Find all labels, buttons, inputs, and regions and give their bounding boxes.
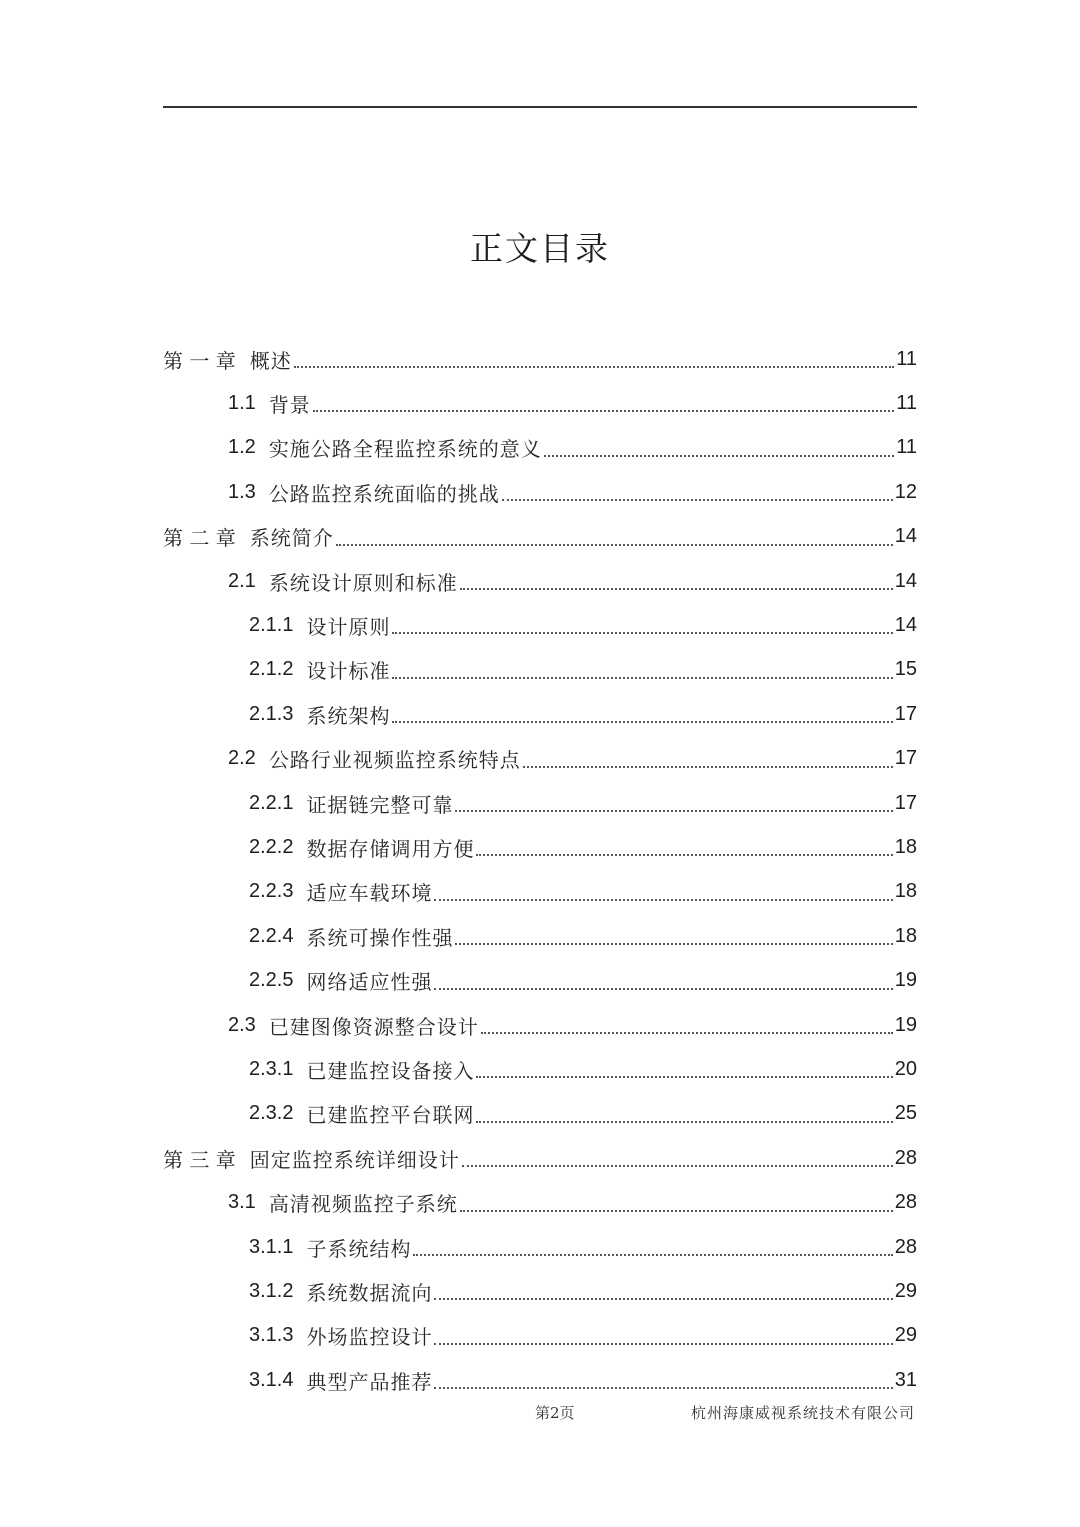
toc-entry-title: 系统设计原则和标准 bbox=[268, 570, 458, 595]
toc-entry-title: 适应车载环境 bbox=[306, 881, 433, 906]
toc-entry-number: 2.2.1 bbox=[249, 791, 294, 814]
toc-section-entry[interactable] bbox=[249, 1092, 917, 1136]
toc-entry-title: 实施公路全程监控系统的意义 bbox=[268, 437, 542, 462]
toc-section-entry[interactable] bbox=[249, 603, 917, 647]
toc-entry-title: 背景 bbox=[268, 392, 311, 417]
toc-entry-page: 17 bbox=[894, 791, 917, 814]
toc-entry-number: 3.1.3 bbox=[249, 1324, 294, 1347]
toc-entry-page: 29 bbox=[894, 1324, 917, 1347]
toc-entry-title: 典型产品推荐 bbox=[306, 1369, 433, 1394]
toc-dot-leader bbox=[392, 721, 892, 723]
toc-section-entry[interactable] bbox=[249, 1269, 917, 1313]
toc-entry-title: 公路行业视频监控系统特点 bbox=[268, 748, 521, 773]
toc-entry-title: 已建监控平台联网 bbox=[306, 1103, 475, 1128]
toc-entry-number: 3.1.2 bbox=[249, 1279, 294, 1302]
toc-entry-page: 19 bbox=[894, 1013, 917, 1036]
toc-dot-leader bbox=[460, 588, 893, 590]
toc-entry-number: 3.1.1 bbox=[249, 1235, 294, 1258]
toc-chapter-entry[interactable] bbox=[163, 337, 917, 381]
toc-dot-leader bbox=[434, 1298, 892, 1300]
toc-entry-title: 已建监控设备接入 bbox=[306, 1058, 475, 1083]
footer-page-number: 第2页 bbox=[535, 1404, 575, 1422]
toc-entry-title: 设计原则 bbox=[306, 614, 391, 639]
toc-entry-page: 25 bbox=[894, 1102, 917, 1125]
toc-entry-title: 外场监控设计 bbox=[306, 1325, 433, 1350]
toc-entry-title: 设计标准 bbox=[306, 659, 391, 684]
toc-section-entry[interactable] bbox=[228, 1003, 917, 1047]
toc-dot-leader bbox=[392, 632, 892, 634]
toc-section-entry[interactable] bbox=[228, 1181, 917, 1225]
toc-entry-page: 18 bbox=[894, 880, 917, 903]
toc-entry-number: 1.2 bbox=[228, 436, 256, 459]
toc-entry-page: 11 bbox=[896, 391, 917, 414]
toc-dot-leader bbox=[313, 410, 894, 412]
toc-entry-page: 31 bbox=[894, 1368, 917, 1391]
toc-dot-leader bbox=[462, 1165, 893, 1167]
toc-entry-page: 14 bbox=[894, 525, 917, 548]
toc-section-entry[interactable] bbox=[249, 825, 917, 869]
toc-entry-number: 2.1.2 bbox=[249, 658, 294, 681]
toc-section-entry[interactable] bbox=[249, 959, 917, 1003]
toc-entry-page: 19 bbox=[894, 969, 917, 992]
toc-section-entry[interactable] bbox=[249, 870, 917, 914]
toc-chapter-entry[interactable] bbox=[163, 1136, 917, 1180]
toc-entry-number: 2.2.2 bbox=[249, 835, 294, 858]
toc-entry-title: 高清视频监控子系统 bbox=[268, 1192, 458, 1217]
footer-company: 杭州海康威视系统技术有限公司 bbox=[690, 1404, 915, 1422]
toc-section-entry[interactable] bbox=[249, 914, 917, 958]
toc-entry-number: 1.1 bbox=[228, 391, 256, 414]
toc-entry-title: 子系统结构 bbox=[306, 1236, 412, 1261]
toc-dot-leader bbox=[460, 1210, 893, 1212]
toc-entry-number: 第 三 章 bbox=[163, 1147, 236, 1172]
toc-entry-page: 11 bbox=[896, 347, 917, 370]
toc-dot-leader bbox=[294, 366, 895, 368]
toc-section-entry[interactable] bbox=[228, 426, 917, 470]
toc-section-entry[interactable] bbox=[249, 1314, 917, 1358]
toc-dot-leader bbox=[544, 455, 894, 457]
toc-dot-leader bbox=[455, 810, 892, 812]
toc-section-entry[interactable] bbox=[249, 781, 917, 825]
toc-entry-number: 2.1.3 bbox=[249, 702, 294, 725]
toc-dot-leader bbox=[413, 1254, 892, 1256]
toc-section-entry[interactable] bbox=[249, 1225, 917, 1269]
toc-entry-page: 28 bbox=[894, 1191, 917, 1214]
toc-dot-leader bbox=[502, 499, 893, 501]
toc-section-entry[interactable] bbox=[249, 648, 917, 692]
toc-entry-number: 3.1.4 bbox=[249, 1368, 294, 1391]
toc-entry-number: 3.1 bbox=[228, 1191, 256, 1214]
toc-dot-leader bbox=[434, 1343, 892, 1345]
toc-entry-page: 11 bbox=[896, 436, 917, 459]
toc-entry-title: 已建图像资源整合设计 bbox=[268, 1014, 479, 1039]
toc-entry-page: 18 bbox=[894, 835, 917, 858]
toc-entry-number: 2.3.1 bbox=[249, 1057, 294, 1080]
toc-entry-number: 第 一 章 bbox=[163, 348, 236, 373]
header-rule bbox=[163, 106, 917, 108]
toc-entry-number: 2.3.2 bbox=[249, 1102, 294, 1125]
toc-entry-page: 28 bbox=[894, 1146, 917, 1169]
toc-entry-number: 2.2.4 bbox=[249, 924, 294, 947]
toc-entry-number: 第 二 章 bbox=[163, 526, 236, 551]
toc-section-entry[interactable] bbox=[249, 1047, 917, 1091]
toc-chapter-entry[interactable] bbox=[163, 515, 917, 559]
toc-entry-number: 2.1 bbox=[228, 569, 256, 592]
toc-entry-number: 2.2 bbox=[228, 747, 256, 770]
toc-entry-number: 2.1.1 bbox=[249, 613, 294, 636]
toc-entry-page: 14 bbox=[894, 569, 917, 592]
toc-dot-leader bbox=[434, 988, 892, 990]
toc-section-entry[interactable] bbox=[228, 381, 917, 425]
toc-dot-leader bbox=[523, 766, 893, 768]
toc-section-entry[interactable] bbox=[228, 470, 917, 514]
toc-entry-title: 系统架构 bbox=[306, 703, 391, 728]
toc-section-entry[interactable] bbox=[228, 737, 917, 781]
toc-entry-title: 证据链完整可靠 bbox=[306, 792, 454, 817]
toc-entry-number: 2.2.3 bbox=[249, 880, 294, 903]
toc-entry-page: 28 bbox=[894, 1235, 917, 1258]
toc-entry-title: 网络适应性强 bbox=[306, 970, 433, 995]
toc-entry-title: 系统可操作性强 bbox=[306, 925, 454, 950]
toc-entry-page: 18 bbox=[894, 924, 917, 947]
toc-entry-title: 数据存储调用方便 bbox=[306, 836, 475, 861]
toc-entry-title: 系统简介 bbox=[249, 526, 334, 551]
toc-dot-leader bbox=[476, 1121, 892, 1123]
toc-title: 正文目录 bbox=[470, 229, 610, 268]
toc-dot-leader bbox=[336, 544, 893, 546]
toc-dot-leader bbox=[476, 1076, 892, 1078]
toc-dot-leader bbox=[392, 677, 892, 679]
toc-entry-page: 12 bbox=[894, 480, 917, 503]
toc-dot-leader bbox=[481, 1032, 893, 1034]
toc-entry-page: 17 bbox=[894, 747, 917, 770]
toc-entry-page: 29 bbox=[894, 1279, 917, 1302]
toc-section-entry[interactable] bbox=[249, 1358, 917, 1402]
toc-entry-title: 公路监控系统面临的挑战 bbox=[268, 481, 500, 506]
toc-entry-number: 2.2.5 bbox=[249, 969, 294, 992]
toc-entry-number: 2.3 bbox=[228, 1013, 256, 1036]
toc-entry-page: 15 bbox=[894, 658, 917, 681]
toc-entry-page: 20 bbox=[894, 1057, 917, 1080]
toc-entry-page: 17 bbox=[894, 702, 917, 725]
toc-dot-leader bbox=[434, 899, 892, 901]
toc-entry-title: 概述 bbox=[249, 348, 292, 373]
toc-dot-leader bbox=[434, 1387, 892, 1389]
toc-entry-title: 固定监控系统详细设计 bbox=[249, 1147, 460, 1172]
toc-section-entry[interactable] bbox=[228, 559, 917, 603]
toc-entry-title: 系统数据流向 bbox=[306, 1280, 433, 1305]
toc-entry-page: 14 bbox=[894, 613, 917, 636]
toc-entry-number: 1.3 bbox=[228, 480, 256, 503]
toc-section-entry[interactable] bbox=[249, 692, 917, 736]
toc-dot-leader bbox=[476, 854, 892, 856]
toc-dot-leader bbox=[455, 943, 892, 945]
